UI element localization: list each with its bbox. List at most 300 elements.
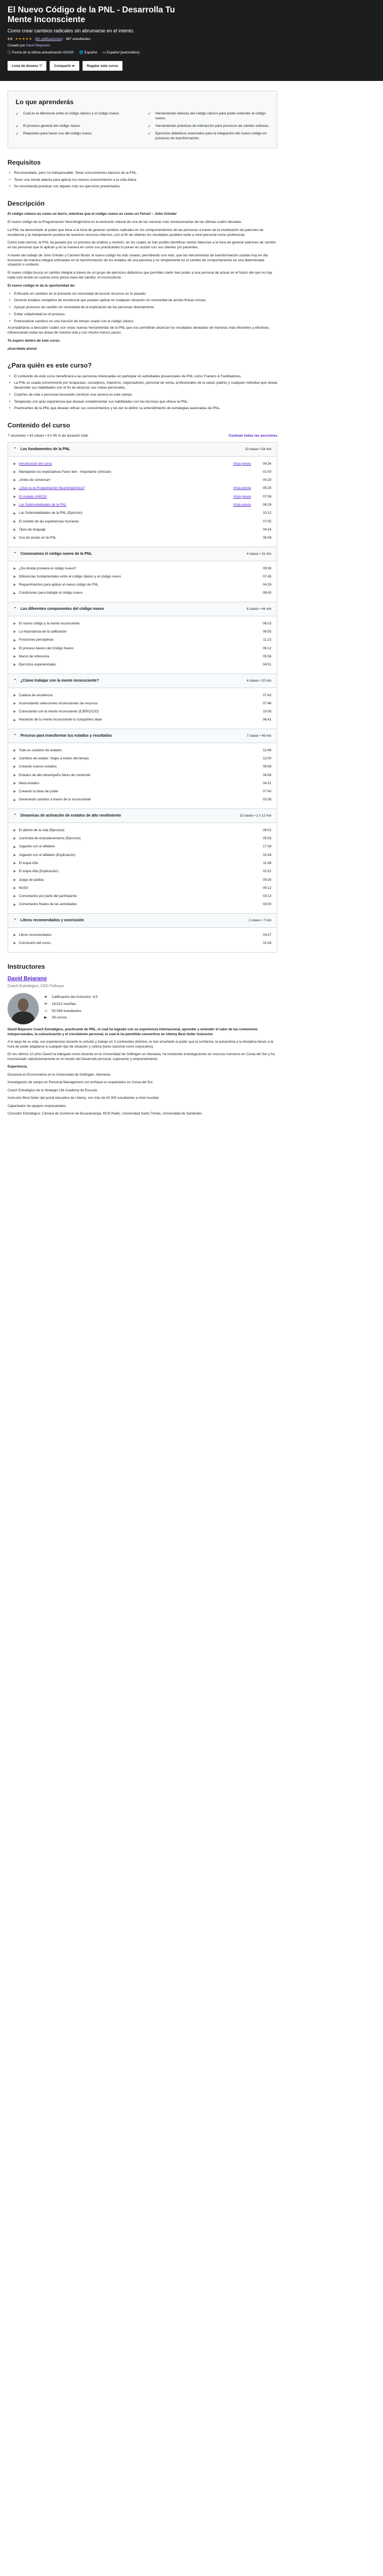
lecture-row[interactable] — [13, 493, 271, 501]
lecture-row — [13, 931, 271, 939]
avatar[interactable] — [8, 993, 39, 1024]
students-count: 487 estudiantes — [65, 37, 91, 41]
lecture-row — [13, 788, 271, 796]
stat-icon: ✉ — [44, 1002, 47, 1006]
lecture-row[interactable] — [13, 460, 271, 468]
stat-icon: ★ — [44, 995, 47, 1000]
section-title-text: Libros recomendados y conclusión — [20, 919, 84, 923]
play-icon: ▶ — [13, 718, 16, 722]
section-title — [13, 447, 70, 452]
instructor-stat — [44, 1002, 98, 1007]
lecture-duration: 03:13 — [263, 894, 271, 899]
lecture-row — [13, 843, 271, 851]
lecture-row — [13, 755, 271, 763]
lecture-duration: 11:22 — [263, 638, 271, 642]
section-header[interactable] — [8, 729, 277, 743]
lecture-name: Acomodando selecciones inconscientes de recursos — [19, 701, 98, 705]
learn-item — [148, 124, 271, 129]
list-item: • Evitar subjetividad en el proceso. — [8, 312, 277, 317]
lecture-row — [13, 826, 271, 834]
bio-p5: Docencia en Econometría en la Universidad de Göttingen, Alemania. — [8, 1072, 111, 1077]
play-icon: ▶ — [13, 870, 16, 874]
lecture-name: Manejando tus expectativas Favor leer - Importante (Artículo) — [19, 470, 112, 474]
curriculum-section — [8, 729, 277, 808]
lecture-row — [13, 796, 271, 804]
lecture-duration: 06:12 — [263, 646, 271, 650]
check-icon: ✓ — [148, 124, 151, 128]
lecture-row[interactable] — [13, 485, 271, 493]
gift-button[interactable]: Regalar este curso — [83, 61, 122, 71]
lecture-row — [13, 901, 271, 909]
curriculum-section — [8, 547, 277, 602]
lecture-row — [13, 716, 271, 724]
play-icon: ▶ — [13, 462, 16, 466]
preview-link[interactable]: Vista previa — [233, 486, 251, 491]
learn-item — [148, 132, 271, 141]
desc-p6: Acompáñanos a descubrir cuáles son estas nuevas herramientas de la PNL que nos permitirán alcanzar los resultados deseados de maneras más eficientes y efectivas, influenciando todas las áreas de nuestra vida y con mucho menos pasos. — [8, 326, 270, 335]
lecture-name: Jugando con el alfabeto — [19, 845, 55, 849]
lecture-duration: 05:25 — [263, 486, 271, 491]
course-title: El Nuevo Código de la PNL - Desarrolla Tu Mente Inconsciente — [8, 5, 175, 25]
lecture-row — [13, 589, 271, 597]
curriculum-section — [8, 442, 277, 547]
list-item: • El contenido de este curso beneficiará a las personas interesadas en participar en actividades presenciales de PNL como Trainers & Facilitadores. — [8, 375, 277, 379]
lecture-name: Requerimientos para aplicar el nuevo código de PNL — [19, 583, 99, 587]
lecture-duration: 06:56 — [263, 773, 271, 777]
chevron-up-icon: ⌃ — [13, 919, 17, 923]
learn-item-text: Cuál es la diferencia entre el código clásico y el código nuevo. — [23, 112, 120, 116]
lecture-row — [13, 653, 271, 661]
lecture-name[interactable]: El modelo VAKOG — [19, 494, 47, 499]
lecture-row — [13, 868, 271, 876]
lecture-list — [8, 561, 277, 602]
hero-buttons — [8, 61, 375, 71]
play-icon: ▶ — [13, 878, 16, 882]
curriculum-section — [8, 674, 277, 729]
section-title — [13, 607, 104, 611]
preview-link[interactable]: Vista previa — [233, 494, 251, 499]
lecture-row — [13, 940, 271, 948]
lecture-duration: 06:55 — [263, 630, 271, 634]
creator-row — [8, 44, 375, 49]
list-item: • Recomendado, pero no indispensable: Tener conocimientos básicos de la PNL. — [8, 171, 277, 176]
lecture-name: Condiciones para trabajar el código nuevo — [19, 591, 83, 595]
lecture-name: ¡Antes de comenzar! — [19, 478, 51, 482]
play-icon: ▶ — [13, 504, 16, 507]
preview-link[interactable]: Vista previa — [233, 503, 251, 507]
instructor-stats — [44, 993, 98, 1024]
instructor-title: Coach Estratégico, CEO Fullsayo — [8, 984, 64, 988]
list-item: • Terapeutas con gran experiencia que desean complementar sus habilidades con las técnicas que ofrece la PNL. — [8, 400, 277, 405]
lecture-duration: 07:46 — [263, 701, 271, 705]
content-title: Contenido del curso — [8, 422, 71, 430]
lecture-row — [13, 746, 271, 755]
lecture-row — [13, 661, 271, 669]
play-icon: ▶ — [13, 592, 16, 595]
lecture-row — [13, 573, 271, 581]
bio-p8: Instructor Best-Seller del portal educativo de Udemy. con más de 42.000 estudiantes a nivel mundial. — [8, 1096, 160, 1100]
section-title-text: ¿Cómo trabajar con la mente inconsciente? — [20, 678, 99, 683]
list-item: • Generar estados completos de excelencia que puedes aplicar en cualquier situación sin necesidad de anclas físicas únicas. — [8, 298, 277, 303]
check-icon: ✓ — [148, 112, 151, 117]
lecture-name: Comentarios finales de las actividades — [19, 902, 77, 907]
lecture-duration: 06:49 — [263, 536, 271, 540]
created-by-label: Creado por — [8, 44, 25, 48]
section-stats: 10 clases • 54 min — [245, 447, 271, 451]
instructor-card — [8, 975, 277, 1116]
lecture-name: Jugando con el alfabeto (Explicación) — [19, 853, 76, 857]
list-item: • Enfocarte en cambios en el presente sin necesidad de buscar recursos en tu pasado. — [8, 292, 277, 297]
lecture-row — [13, 565, 271, 573]
list-item: • Coaches de vida o personas buscando construir una carrera en este campo. — [8, 393, 277, 398]
what-you-learn — [8, 91, 277, 148]
lecture-row — [13, 699, 271, 708]
bio-p4: Experiencia. — [8, 1065, 28, 1069]
desc-p3: Como toda ciencia, la PNL ha pasado por un proceso de análisis y revisión, en los cuales se han podido identificar ciertas falencias a la hora de generar patrones de cambio en las personas que lo aplican y en la manera en como sus practicantes lo ponen en acción con sus clientes y/o pacientes. — [8, 241, 276, 250]
lecture-name: Todo es cuestión de estados — [19, 748, 62, 752]
section-header[interactable] — [8, 602, 277, 616]
lecture-duration: 09:12 — [263, 886, 271, 890]
rating-count-link[interactable]: (92 calificaciones) — [35, 37, 63, 41]
lecture-name: El modelo de las experiencias humanas — [19, 519, 79, 524]
lecture-row — [13, 763, 271, 771]
desc-p1: El nuevo código de la Programación Neurolingüística es la evolución natural de una de las ciencias más revolucionarias de las últimas cuatro décadas. — [8, 220, 242, 225]
lecture-name: Uso de anclas en la PNL — [19, 536, 57, 540]
lecture-name: Conclusión del curso. — [19, 941, 52, 946]
lecture-name: ¿De donde proviene el código nuevo? — [19, 566, 77, 570]
lecture-name: El proceso básico del Código Nuevo — [19, 646, 74, 650]
content-summary: 7 secciones • 43 clases • 4 h 45 m de duración total — [8, 434, 88, 438]
instructors-title: Instructores — [8, 962, 45, 970]
lecture-duration: 06:29 — [263, 503, 271, 507]
lecture-duration: 02:44 — [263, 853, 271, 857]
lecture-duration: 06:41 — [263, 718, 271, 722]
stat-text: 28 cursos — [52, 1016, 67, 1020]
list-item: • La PNL es usada comúnmente por terapeutas, consejeros, maestros, negociadores, personal de venta, profesionales de la salud, padres y cualquier individuo que desea desarrollar sus habilidades con el fin de alcanzar sus metas personales. — [8, 381, 277, 391]
description — [8, 212, 277, 351]
audience-title: ¿Para quién es este curso? — [8, 362, 92, 370]
lecture-duration: 07:06 — [263, 494, 271, 499]
bio-p6: Investigación de campo en Personal Management con enfoque en expatriados en Corea del Sur. — [8, 1080, 154, 1085]
lecture-duration: 09:38 — [263, 566, 271, 570]
section-title-text: Conozcamos el código nuevo de la PNL — [20, 552, 92, 556]
lecture-row — [13, 644, 271, 653]
rating-row — [8, 37, 375, 42]
lecture-name: El toque Aifa (Explicación) — [19, 869, 59, 874]
section-header[interactable] — [8, 809, 277, 823]
lecture-duration: 00:20 — [263, 478, 271, 482]
play-icon: ▶ — [13, 630, 16, 634]
play-icon: ▶ — [13, 790, 16, 794]
play-icon: ▶ — [13, 512, 16, 515]
lecture-name: Conectando con la mente inconsciente (EJERCICIO) — [19, 710, 99, 714]
lecture-list — [8, 743, 277, 808]
chevron-up-icon: ⌃ — [13, 814, 17, 818]
main-content — [8, 91, 277, 1117]
stat-text: Calificación del instructor: 4,5 — [52, 995, 98, 1000]
section-stats: 2 clases • 7 min — [248, 919, 271, 922]
bio-p2: A lo largo de su vida, sus experiencias durante su estudio y trabajo en 3 continentes distintos, le han enseñado el poder que la confianza, la autoestima y la disciplina tienen a la hora de poder adaptarse a cualquier tipo de situación y cultura (tanto nacional como corporativo). — [8, 1040, 273, 1049]
play-icon: ▶ — [13, 942, 16, 946]
lecture-name: Generando cambios a través de tu inconsciente — [19, 798, 91, 802]
chevron-up-icon: ⌃ — [13, 447, 17, 451]
play-icon: ▶ — [13, 933, 16, 937]
play-icon: ▶ — [13, 853, 16, 857]
share-button[interactable]: Compartir ➦ — [50, 61, 79, 71]
lecture-name[interactable]: Las Submodalidades de la PNL — [19, 503, 67, 507]
desc-p5: El nuevo código busca un cambio integral a través de un grupo de ejercicios didácticos que permiten darte más poder a una persona de actuar en el futuro del que no hay nada solo tenido en cuenta como pieza clave del cambio: el inconsciente. — [8, 271, 272, 280]
section-title — [13, 733, 112, 738]
lecture-name: El aliento de la vida (Ejercicio) — [19, 828, 65, 832]
section-title — [13, 678, 99, 683]
lecture-name: Juego de patitas — [19, 878, 44, 882]
section-title — [13, 552, 92, 556]
lecture-duration: 07:42 — [263, 693, 271, 697]
lecture-duration: 08:43 — [263, 591, 271, 595]
curriculum — [8, 442, 277, 953]
lecture-name: Haciendo de tu mente inconsciente tu compañero ideal — [19, 718, 102, 722]
play-icon: ▶ — [13, 702, 16, 705]
play-icon: ▶ — [13, 757, 16, 761]
play-icon: ▶ — [13, 773, 16, 777]
play-icon: ▶ — [13, 655, 16, 659]
course-hero — [0, 0, 383, 81]
lecture-name[interactable]: ¿Qué es la Programación Neurolingüística? — [19, 486, 85, 491]
learn-item — [148, 112, 271, 121]
lecture-duration: 06:52 — [263, 828, 271, 832]
lecture-row — [13, 518, 271, 526]
lecture-name: Caminata de empoderamiento (Ejercicio) — [19, 837, 81, 841]
lecture-duration: 04:24 — [263, 527, 271, 532]
lecture-row — [13, 851, 271, 859]
audience-list — [8, 375, 277, 412]
chevron-up-icon: ⌃ — [13, 734, 17, 738]
section-title-text: Dinamicas de activación de estados de alto rendimiento — [20, 814, 121, 818]
play-icon: ▶ — [13, 638, 16, 642]
lecture-duration: 02:51 — [263, 869, 271, 874]
lecture-name: Meta estados — [19, 781, 39, 785]
lecture-duration: 07:05 — [263, 519, 271, 524]
lecture-name: Marco de referencia — [19, 654, 49, 658]
instructor-name[interactable]: David Bejarano — [8, 976, 47, 982]
section-title-text: Los fundamentos de la PNL — [20, 447, 71, 451]
play-icon: ▶ — [13, 575, 16, 579]
desc-p2: La PNL ha demostrado al poder que tiene a la hora de generar cambios radicales en los comportamientos de las personas a través de la modelación de patrones de excelencia y la manipulación positiva de nuestros recursos internos, con el fin de obtener los resultados posibles tanto a nivel personal como profesional. — [8, 228, 264, 237]
check-icon: ✓ — [16, 132, 19, 137]
lecture-row — [13, 708, 271, 716]
list-item: • Potencializar cambios en una fracción de tiempo usado con el código clásico. — [8, 320, 277, 324]
stat-icon: ☺ — [44, 1009, 48, 1013]
play-icon: ▶ — [13, 710, 16, 714]
play-icon: ▶ — [13, 567, 16, 570]
lecture-row — [13, 779, 271, 787]
instructor-row — [8, 993, 277, 1024]
lecture-row — [13, 620, 271, 628]
section-stats: 10 clases • 1 h 12 min — [240, 814, 271, 818]
check-icon: ✓ — [16, 124, 19, 128]
section-title — [13, 918, 84, 923]
lecture-row — [13, 468, 271, 476]
lecture-duration: 04:51 — [263, 663, 271, 667]
lecture-row — [13, 526, 271, 534]
lecture-name: Las Submodalidades de la PNL (Ejercicio) — [19, 511, 83, 515]
lecture-row — [13, 835, 271, 843]
lecture-duration: 09:58 — [263, 765, 271, 769]
list-item: • Apoyar procesos de cambio sin necesidad de la implicación de las personas directamente. — [8, 305, 277, 310]
preview-link[interactable]: Vista previa — [233, 461, 251, 466]
bio-p9: Capacitador de equipos empresariales. — [8, 1104, 67, 1108]
play-icon: ▶ — [13, 887, 16, 891]
lecture-duration: 10:12 — [263, 511, 271, 515]
star-icon: ★★★★★ — [15, 37, 32, 41]
description-title: Descripción — [8, 200, 45, 208]
learn-grid — [16, 112, 271, 141]
section-stats: 4 clases • 32 min — [247, 679, 271, 683]
section-stats: 4 clases • 31 min — [247, 552, 271, 556]
desc-p8: ¡Inscríbete ahora! — [8, 346, 37, 351]
lecture-row — [13, 509, 271, 518]
collapse-all-button[interactable]: Contraer todas las secciones — [228, 434, 277, 438]
check-icon: ✓ — [148, 132, 151, 137]
play-icon: ▶ — [13, 862, 16, 866]
section-header[interactable] — [8, 914, 277, 928]
lecture-name: Diferencias fundamentales entre el código clásico y el código nuevo — [19, 574, 121, 579]
wishlist-button[interactable]: Lista de deseos ♡ — [8, 61, 46, 71]
play-icon: ▶ — [13, 536, 16, 540]
play-icon: ▶ — [13, 528, 16, 532]
content-summary-row — [8, 434, 277, 439]
play-icon: ▶ — [13, 845, 16, 849]
lecture-duration: 12:00 — [263, 756, 271, 760]
list-item: • Tener una mente abierta para aplicar los nuevos conocimientos a la vida diaria. — [8, 178, 277, 183]
section-header[interactable] — [8, 443, 277, 457]
lecture-duration: 05:53 — [263, 837, 271, 841]
curriculum-section — [8, 808, 277, 913]
list-item: • Practicantes de la PNL que desean refinar sus conocimientos y tal vez re-definir su entendimiento de estrategias avanzadas de PNL. — [8, 406, 277, 411]
learn-item-text: Requisitos para hacer uso del código nuevo. — [23, 132, 93, 136]
play-icon: ▶ — [13, 828, 16, 832]
learn-item-text: El proceso general del código nuevo. — [23, 124, 81, 128]
instructor-stat — [44, 1009, 98, 1014]
play-icon: ▶ — [13, 903, 16, 907]
bio-p7: Coach Estratégico de la Strategic Life Academy de Escocia. — [8, 1088, 98, 1092]
lecture-duration: 04:34 — [263, 461, 271, 466]
instructor-bio — [8, 1028, 277, 1117]
lecture-list — [8, 688, 277, 729]
lecture-list — [8, 616, 277, 674]
play-icon: ▶ — [13, 471, 16, 474]
learn-item — [16, 124, 139, 129]
lecture-duration: 07:45 — [263, 574, 271, 579]
info-row — [8, 51, 375, 56]
course-subtitle: Como crear cambios radicales sin abrumarse en el intento. — [8, 28, 135, 33]
chevron-up-icon: ⌃ — [13, 678, 17, 683]
bio-p10: Consultor Estratégico: Cámara de Comercio de Bucaramanga, RCN Radio, Universidad Santo Tomás, Universidad de Santander. — [8, 1112, 203, 1116]
check-icon: ✓ — [16, 112, 19, 117]
lecture-name[interactable]: Introducción del curso — [19, 461, 52, 466]
play-icon: ▶ — [13, 782, 16, 786]
lecture-duration: 10:08 — [263, 710, 271, 714]
play-icon: ▶ — [13, 663, 16, 667]
bio-p1: David Bejarano Coach Estratégico, practicante de PNL, el cual ha logrado con su experiencia internacional, aprender y entender el valor de las conexiones interpersonales, la comunicación y el crecimiento personal, lo cual le ha permitido convertirse en Udemy Best-Seller Instructor. — [8, 1028, 258, 1036]
lecture-duration: 07:40 — [263, 790, 271, 794]
lecture-duration: 01:00 — [263, 470, 271, 474]
play-icon: ▶ — [13, 895, 16, 899]
curriculum-section — [8, 913, 277, 953]
requirements-title: Requisitos — [8, 158, 41, 166]
lecture-duration: 03:00 — [263, 902, 271, 907]
lecture-name: Ejercicios experienciales — [19, 663, 56, 667]
lecture-name: Creando tu base de poder — [19, 790, 59, 794]
lecture-name: NASA — [19, 886, 29, 890]
section-stats: 6 clases • 44 min — [247, 607, 271, 611]
section-header[interactable] — [8, 547, 277, 561]
rating-value: 4,6 — [8, 37, 13, 41]
lecture-name: El nuevo código y la mente inconsciente — [19, 621, 80, 626]
lecture-duration: 12:48 — [263, 748, 271, 752]
lecture-duration: 05:56 — [263, 654, 271, 658]
instructor-stat — [44, 995, 98, 1000]
lecture-row — [13, 628, 271, 636]
play-icon: ▶ — [13, 837, 16, 841]
lecture-duration: 17:39 — [263, 845, 271, 849]
stat-text: 50.569 estudiantes — [52, 1009, 81, 1013]
play-icon: ▶ — [13, 487, 16, 491]
lecture-row — [13, 534, 271, 542]
learn-item-text: Herramientas prácticas de interacción para procesos de cambio exitosos. — [155, 124, 270, 128]
lecture-name: Estados de alto desempeño libres de contenido — [19, 773, 91, 777]
lecture-name: Cambios de estado: Viajes a través del tiempo — [19, 756, 89, 760]
desc-p7: Te espero dentro de este curso. — [8, 338, 60, 343]
author-link[interactable]: David Bejarano — [26, 44, 50, 48]
lecture-name: Libros recomendados — [19, 933, 52, 937]
learn-item — [16, 112, 139, 121]
lecture-list — [8, 823, 277, 913]
play-icon: ▶ — [13, 694, 16, 697]
language: 🌐 Español — [79, 51, 97, 55]
desc-p4: A través del trabajo de John Grinder y Carmen Bostic el nuevo código ha sido creado, permitiendo con esto, que las herramientas de transformación usadas hoy en día funcionen de manera integral enfocadas en la transformación de los estados de una persona y no simplemente en el cambio de comportamiento en una determinada situación o contexto. — [8, 253, 268, 267]
lecture-duration: 06:03 — [263, 621, 271, 626]
captions: ▭ Español [automático] — [102, 51, 140, 55]
play-icon: ▶ — [13, 647, 16, 650]
curriculum-section — [8, 602, 277, 674]
lecture-duration: 02:26 — [263, 941, 271, 946]
lecture-row — [13, 771, 271, 779]
lecture-row — [13, 581, 271, 589]
learn-item-text: Herramientas básicas del código clásico para poder entender el código nuevo. — [155, 112, 266, 120]
section-title-text: Los diferentes componentes del código nuevo — [20, 607, 104, 611]
lecture-row — [13, 893, 271, 901]
lecture-name: Tipos de lenguaje — [19, 527, 46, 532]
learn-item — [16, 132, 139, 141]
section-title-text: Proceso para transformar tus estados y resultados — [20, 734, 112, 738]
lecture-duration: 04:26 — [263, 583, 271, 587]
lecture-row[interactable] — [13, 501, 271, 509]
learn-item-text: Ejercicios didácticos esenciales para la integración del nuevo código en procesos de transformación. — [155, 132, 267, 140]
instructor-stat — [44, 1016, 98, 1021]
learn-title: Lo que aprenderás — [16, 98, 74, 106]
desc-subtitle: El nuevo código te da la oportunidad de: — [8, 283, 76, 288]
lecture-row — [13, 884, 271, 892]
play-icon: ▶ — [13, 798, 16, 802]
section-header[interactable] — [8, 674, 277, 688]
lecture-row — [13, 636, 271, 644]
stat-icon: ▶ — [44, 1016, 47, 1020]
lecture-list — [8, 457, 277, 547]
play-icon: ▶ — [13, 583, 16, 587]
play-icon: ▶ — [13, 749, 16, 752]
last-updated: ⓘ Fecha de la última actualización 4/2020 — [8, 51, 74, 55]
